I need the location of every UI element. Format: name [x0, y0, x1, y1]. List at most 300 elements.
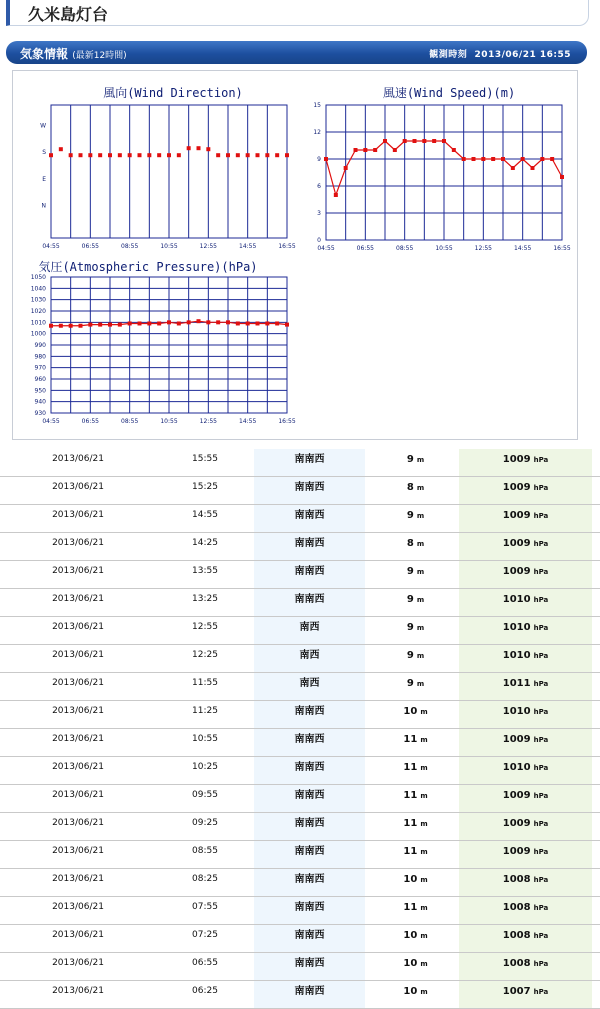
x-tick-label: 14:55 — [514, 245, 532, 252]
data-point — [481, 157, 485, 161]
data-point — [197, 146, 201, 150]
cell-wind-direction: 南南西 — [254, 757, 365, 784]
table-row — [0, 785, 600, 813]
data-point — [324, 157, 328, 161]
data-point — [128, 321, 132, 325]
data-point — [197, 319, 201, 323]
data-point — [108, 153, 112, 157]
data-point — [344, 166, 348, 170]
cell-pressure — [459, 729, 592, 756]
table-row — [0, 505, 600, 533]
pressure-value: 1009 — [502, 566, 531, 577]
cell-wind-speed — [366, 589, 459, 616]
y-tick-label: 950 — [34, 387, 46, 395]
y-tick-label: 960 — [34, 376, 46, 383]
data-point — [128, 153, 132, 157]
cell-wind-speed — [366, 645, 459, 672]
cell-date: 2013/06/21 — [52, 594, 104, 604]
wind-speed-value: 10 — [403, 930, 418, 941]
cell-wind-direction: 南南西 — [254, 981, 365, 1008]
data-point — [177, 321, 181, 325]
x-tick-label: 08:55 — [396, 245, 414, 252]
y-tick-label: 12 — [313, 129, 321, 136]
wind-speed-value: 10 — [403, 874, 418, 885]
cell-time: 13:55 — [192, 566, 218, 576]
cell-wind-direction: 南南西 — [254, 729, 365, 756]
wind-speed-value: 11 — [403, 790, 418, 801]
cell-wind-direction: 南南西 — [254, 589, 365, 616]
wind-speed-value: 11 — [403, 734, 418, 745]
x-tick-label: 12:55 — [199, 243, 217, 250]
cell-time: 15:25 — [192, 482, 218, 492]
pressure-unit: hPa — [533, 960, 549, 968]
wind-direction-chart-svg — [21, 79, 296, 259]
table-row — [0, 925, 600, 953]
cell-pressure — [459, 449, 592, 476]
cell-wind-speed — [366, 701, 459, 728]
wind-speed-chart — [297, 79, 573, 259]
cell-date: 2013/06/21 — [52, 762, 104, 772]
x-tick-label: 06:55 — [81, 418, 99, 425]
cell-wind-direction: 南南西 — [254, 813, 365, 840]
cell-time: 15:55 — [192, 454, 218, 464]
data-point — [491, 157, 495, 161]
cell-wind-speed — [366, 953, 459, 980]
y-tick-label: N — [41, 202, 46, 210]
pressure-value: 1009 — [502, 538, 531, 549]
cell-date: 2013/06/21 — [52, 454, 104, 464]
pressure-unit: hPa — [533, 596, 549, 604]
table-row — [0, 533, 600, 561]
data-point — [422, 139, 426, 143]
pressure-value: 1011 — [502, 678, 531, 689]
data-point — [442, 139, 446, 143]
pressure-unit: hPa — [533, 848, 549, 856]
pressure-value: 1009 — [502, 846, 531, 857]
cell-time: 08:25 — [192, 874, 218, 884]
y-tick-label: 1020 — [30, 308, 46, 315]
cell-time: 10:55 — [192, 734, 218, 744]
cell-pressure — [459, 841, 592, 868]
pressure-value: 1009 — [502, 790, 531, 801]
pressure-unit: hPa — [533, 876, 549, 884]
table-row — [0, 645, 600, 673]
y-tick-label: 9 — [317, 156, 321, 163]
weather-info-title — [20, 45, 127, 62]
y-tick-label: 3 — [317, 210, 321, 217]
data-point — [560, 175, 564, 179]
cell-wind-speed — [366, 561, 459, 588]
x-tick-label: 06:55 — [81, 243, 99, 250]
data-point — [187, 320, 191, 324]
cell-pressure — [459, 561, 592, 588]
x-tick-label: 10:55 — [160, 418, 178, 425]
wind-direction-chart — [21, 79, 296, 259]
cell-date: 2013/06/21 — [52, 986, 104, 996]
cell-wind-direction: 南西 — [254, 645, 365, 672]
wind-speed-unit: m — [416, 540, 425, 548]
x-tick-label: 12:55 — [474, 245, 492, 252]
cell-time: 13:25 — [192, 594, 218, 604]
cell-wind-speed — [366, 673, 459, 700]
pressure-unit: hPa — [533, 792, 549, 800]
wind-speed-unit: m — [420, 960, 428, 968]
cell-date: 2013/06/21 — [52, 874, 104, 884]
cell-time: 08:55 — [192, 846, 218, 856]
pressure-value: 1009 — [502, 482, 531, 493]
data-point — [413, 139, 417, 143]
table-row — [0, 561, 600, 589]
chart-title: 気圧(Atmospheric Pressure)(hPa) — [38, 260, 258, 274]
cell-time: 11:25 — [192, 706, 218, 716]
data-point — [246, 153, 250, 157]
data-point — [138, 321, 142, 325]
wind-speed-value: 8 — [406, 482, 414, 493]
data-point — [285, 323, 289, 327]
data-point — [383, 139, 387, 143]
x-tick-label: 14:55 — [239, 418, 257, 425]
data-point — [511, 166, 515, 170]
cell-pressure — [459, 645, 592, 672]
table-row — [0, 841, 600, 869]
pressure-value: 1009 — [502, 818, 531, 829]
table-row — [0, 757, 600, 785]
x-tick-label: 08:55 — [121, 418, 139, 425]
data-point — [265, 321, 269, 325]
table-row — [0, 701, 600, 729]
y-tick-label: 6 — [317, 183, 321, 190]
y-tick-label: 15 — [313, 102, 321, 109]
x-tick-label: 04:55 — [42, 418, 60, 425]
cell-pressure — [459, 897, 592, 924]
wind-speed-value: 9 — [406, 678, 414, 689]
data-point — [88, 323, 92, 327]
data-point — [49, 324, 53, 328]
wind-speed-value: 11 — [403, 762, 418, 773]
wind-speed-unit: m — [420, 848, 428, 856]
cell-date: 2013/06/21 — [52, 790, 104, 800]
cell-wind-speed — [366, 757, 459, 784]
data-point — [275, 321, 279, 325]
cell-wind-speed — [366, 729, 459, 756]
cell-pressure — [459, 673, 592, 700]
data-point — [354, 148, 358, 152]
wind-speed-unit: m — [420, 876, 428, 884]
chart-title: 風向(Wind Direction) — [103, 86, 243, 100]
wind-speed-value: 9 — [406, 510, 414, 521]
wind-speed-unit: m — [420, 792, 428, 800]
cell-date: 2013/06/21 — [52, 818, 104, 828]
cell-time: 06:25 — [192, 986, 218, 996]
cell-wind-speed — [366, 813, 459, 840]
cell-date: 2013/06/21 — [52, 958, 104, 968]
pressure-unit: hPa — [533, 512, 549, 520]
x-tick-label: 16:55 — [553, 245, 571, 252]
wind-speed-unit: m — [416, 652, 425, 660]
pressure-unit: hPa — [533, 680, 549, 688]
wind-speed-unit: m — [416, 680, 425, 688]
cell-wind-direction: 南南西 — [254, 869, 365, 896]
table-row — [0, 729, 600, 757]
data-point — [147, 153, 151, 157]
cell-date: 2013/06/21 — [52, 566, 104, 576]
data-point — [472, 157, 476, 161]
charts-panel — [12, 70, 578, 440]
cell-wind-speed — [366, 617, 459, 644]
data-point — [79, 153, 83, 157]
cell-wind-speed — [366, 897, 459, 924]
data-point — [118, 153, 122, 157]
wind-speed-value: 11 — [403, 902, 418, 913]
data-point — [187, 146, 191, 150]
table-row — [0, 813, 600, 841]
cell-wind-direction: 南西 — [254, 673, 365, 700]
pressure-value: 1010 — [502, 622, 531, 633]
y-tick-label: 0 — [317, 237, 321, 244]
pressure-value: 1008 — [502, 930, 531, 941]
y-tick-label: 970 — [34, 364, 46, 372]
cell-wind-speed — [366, 533, 459, 560]
cell-wind-speed — [366, 785, 459, 812]
data-point — [275, 153, 279, 157]
pressure-value: 1007 — [502, 986, 531, 997]
wind-speed-unit: m — [416, 568, 425, 576]
wind-speed-value: 10 — [403, 958, 418, 969]
pressure-value: 1008 — [502, 874, 531, 885]
y-tick-label: W — [40, 122, 46, 130]
weather-info-label: 気象情報 — [20, 47, 69, 61]
cell-wind-direction: 南西 — [254, 617, 365, 644]
data-point — [452, 148, 456, 152]
data-point — [79, 324, 83, 328]
chart-title: 風速(Wind Speed)(m) — [382, 86, 516, 100]
pressure-chart-svg — [21, 257, 296, 433]
cell-pressure — [459, 785, 592, 812]
x-tick-label: 10:55 — [160, 243, 178, 250]
cell-wind-direction: 南南西 — [254, 701, 365, 728]
pressure-unit: hPa — [533, 568, 549, 576]
y-tick-label: S — [42, 149, 46, 157]
wind-speed-value: 9 — [406, 454, 414, 465]
data-point — [246, 321, 250, 325]
cell-date: 2013/06/21 — [52, 734, 104, 744]
y-tick-label: 980 — [34, 353, 46, 361]
cell-wind-direction: 南南西 — [254, 953, 365, 980]
pressure-chart — [21, 257, 296, 433]
wind-speed-unit: m — [416, 484, 425, 492]
pressure-unit: hPa — [533, 484, 549, 492]
pressure-value: 1009 — [502, 510, 531, 521]
data-point — [216, 153, 220, 157]
cell-time: 09:55 — [192, 790, 218, 800]
cell-pressure — [459, 533, 592, 560]
data-point — [521, 157, 525, 161]
cell-pressure — [459, 953, 592, 980]
data-point — [363, 148, 367, 152]
pressure-unit: hPa — [533, 624, 549, 632]
x-tick-label: 12:55 — [199, 418, 217, 425]
data-point — [216, 320, 220, 324]
cell-date: 2013/06/21 — [52, 930, 104, 940]
data-point — [177, 153, 181, 157]
x-tick-label: 16:55 — [278, 243, 296, 250]
cell-wind-direction: 南南西 — [254, 785, 365, 812]
wind-speed-chart-svg — [297, 79, 573, 259]
cell-wind-speed — [366, 869, 459, 896]
table-row — [0, 953, 600, 981]
cell-time: 06:55 — [192, 958, 218, 968]
y-tick-label: E — [42, 175, 46, 183]
data-point — [138, 153, 142, 157]
x-tick-label: 10:55 — [435, 245, 453, 252]
observation-table — [0, 449, 600, 1009]
pressure-unit: hPa — [533, 708, 549, 716]
data-point — [98, 153, 102, 157]
observed-time-label: 観測時刻 — [429, 50, 468, 60]
table-row — [0, 449, 600, 477]
cell-date: 2013/06/21 — [52, 538, 104, 548]
data-point — [236, 153, 240, 157]
pressure-unit: hPa — [533, 932, 549, 940]
pressure-unit: hPa — [533, 456, 549, 464]
cell-pressure — [459, 869, 592, 896]
cell-wind-direction: 南南西 — [254, 561, 365, 588]
wind-speed-value: 10 — [403, 986, 418, 997]
cell-wind-speed — [366, 449, 459, 476]
pressure-unit: hPa — [533, 540, 549, 548]
station-name: 久米島灯台 — [28, 5, 109, 24]
table-row — [0, 897, 600, 925]
wind-speed-unit: m — [420, 736, 428, 744]
pressure-value: 1010 — [502, 706, 531, 717]
wind-speed-unit: m — [420, 764, 428, 772]
y-tick-label: 930 — [34, 410, 46, 417]
y-tick-label: 1000 — [30, 330, 46, 338]
data-point — [540, 157, 544, 161]
data-point — [531, 166, 535, 170]
data-point — [403, 139, 407, 143]
data-point — [432, 139, 436, 143]
cell-time: 10:25 — [192, 762, 218, 772]
data-point — [147, 321, 151, 325]
cell-date: 2013/06/21 — [52, 846, 104, 856]
wind-speed-value: 9 — [406, 594, 414, 605]
data-point — [118, 323, 122, 327]
data-point — [157, 153, 161, 157]
cell-wind-direction: 南南西 — [254, 533, 365, 560]
data-point — [226, 153, 230, 157]
wind-speed-value: 11 — [403, 846, 418, 857]
cell-pressure — [459, 813, 592, 840]
table-row — [0, 477, 600, 505]
cell-time: 14:55 — [192, 510, 218, 520]
data-point — [167, 320, 171, 324]
pressure-unit: hPa — [533, 904, 549, 912]
data-point — [69, 324, 73, 328]
wind-speed-unit: m — [416, 456, 425, 464]
wind-speed-unit: m — [420, 708, 428, 716]
weather-info-bar — [6, 41, 587, 64]
y-tick-label: 940 — [34, 398, 46, 406]
y-tick-label: 990 — [34, 342, 46, 349]
data-point — [167, 153, 171, 157]
x-tick-label: 06:55 — [356, 245, 374, 252]
wind-speed-value: 10 — [403, 706, 418, 717]
table-row — [0, 981, 600, 1009]
cell-time: 09:25 — [192, 818, 218, 828]
data-point — [59, 147, 63, 151]
data-point — [69, 153, 73, 157]
cell-pressure — [459, 757, 592, 784]
cell-time: 14:25 — [192, 538, 218, 548]
data-point — [88, 153, 92, 157]
cell-wind-direction: 南南西 — [254, 897, 365, 924]
x-tick-label: 08:55 — [121, 243, 139, 250]
data-point — [334, 193, 338, 197]
pressure-unit: hPa — [533, 736, 549, 744]
pressure-value: 1010 — [502, 594, 531, 605]
cell-wind-direction: 南南西 — [254, 477, 365, 504]
wind-speed-value: 9 — [406, 566, 414, 577]
cell-wind-speed — [366, 841, 459, 868]
wind-speed-unit: m — [416, 596, 425, 604]
data-point — [285, 153, 289, 157]
pressure-value: 1009 — [502, 454, 531, 465]
cell-time: 07:25 — [192, 930, 218, 940]
observed-time — [429, 47, 571, 60]
data-point — [59, 324, 63, 328]
cell-wind-speed — [366, 477, 459, 504]
pressure-unit: hPa — [533, 764, 549, 772]
pressure-unit: hPa — [533, 820, 549, 828]
pressure-value: 1010 — [502, 650, 531, 661]
cell-date: 2013/06/21 — [52, 650, 104, 660]
cell-wind-direction: 南南西 — [254, 841, 365, 868]
observed-time-value: 2013/06/21 16:55 — [474, 50, 571, 60]
data-point — [49, 153, 53, 157]
cell-wind-speed — [366, 925, 459, 952]
x-tick-label: 04:55 — [317, 245, 335, 252]
data-point — [393, 148, 397, 152]
y-tick-label: 1050 — [30, 274, 46, 281]
wind-speed-unit: m — [416, 624, 425, 632]
cell-date: 2013/06/21 — [52, 482, 104, 492]
cell-wind-speed — [366, 505, 459, 532]
wind-speed-unit: m — [416, 512, 425, 520]
data-point — [256, 153, 260, 157]
cell-time: 11:55 — [192, 678, 218, 688]
cell-time: 12:25 — [192, 650, 218, 660]
cell-time: 12:55 — [192, 622, 218, 632]
wind-speed-value: 8 — [406, 538, 414, 549]
cell-date: 2013/06/21 — [52, 902, 104, 912]
data-point — [206, 147, 210, 151]
wind-speed-unit: m — [420, 820, 428, 828]
cell-pressure — [459, 617, 592, 644]
x-tick-label: 04:55 — [42, 243, 60, 250]
y-tick-label: 1040 — [30, 285, 46, 293]
cell-pressure — [459, 505, 592, 532]
cell-pressure — [459, 477, 592, 504]
data-point — [157, 321, 161, 325]
cell-pressure — [459, 701, 592, 728]
wind-speed-value: 9 — [406, 622, 414, 633]
cell-wind-direction: 南南西 — [254, 505, 365, 532]
station-title-bar — [6, 0, 589, 26]
cell-time: 07:55 — [192, 902, 218, 912]
wind-speed-value: 9 — [406, 650, 414, 661]
y-tick-label: 1010 — [30, 319, 46, 327]
